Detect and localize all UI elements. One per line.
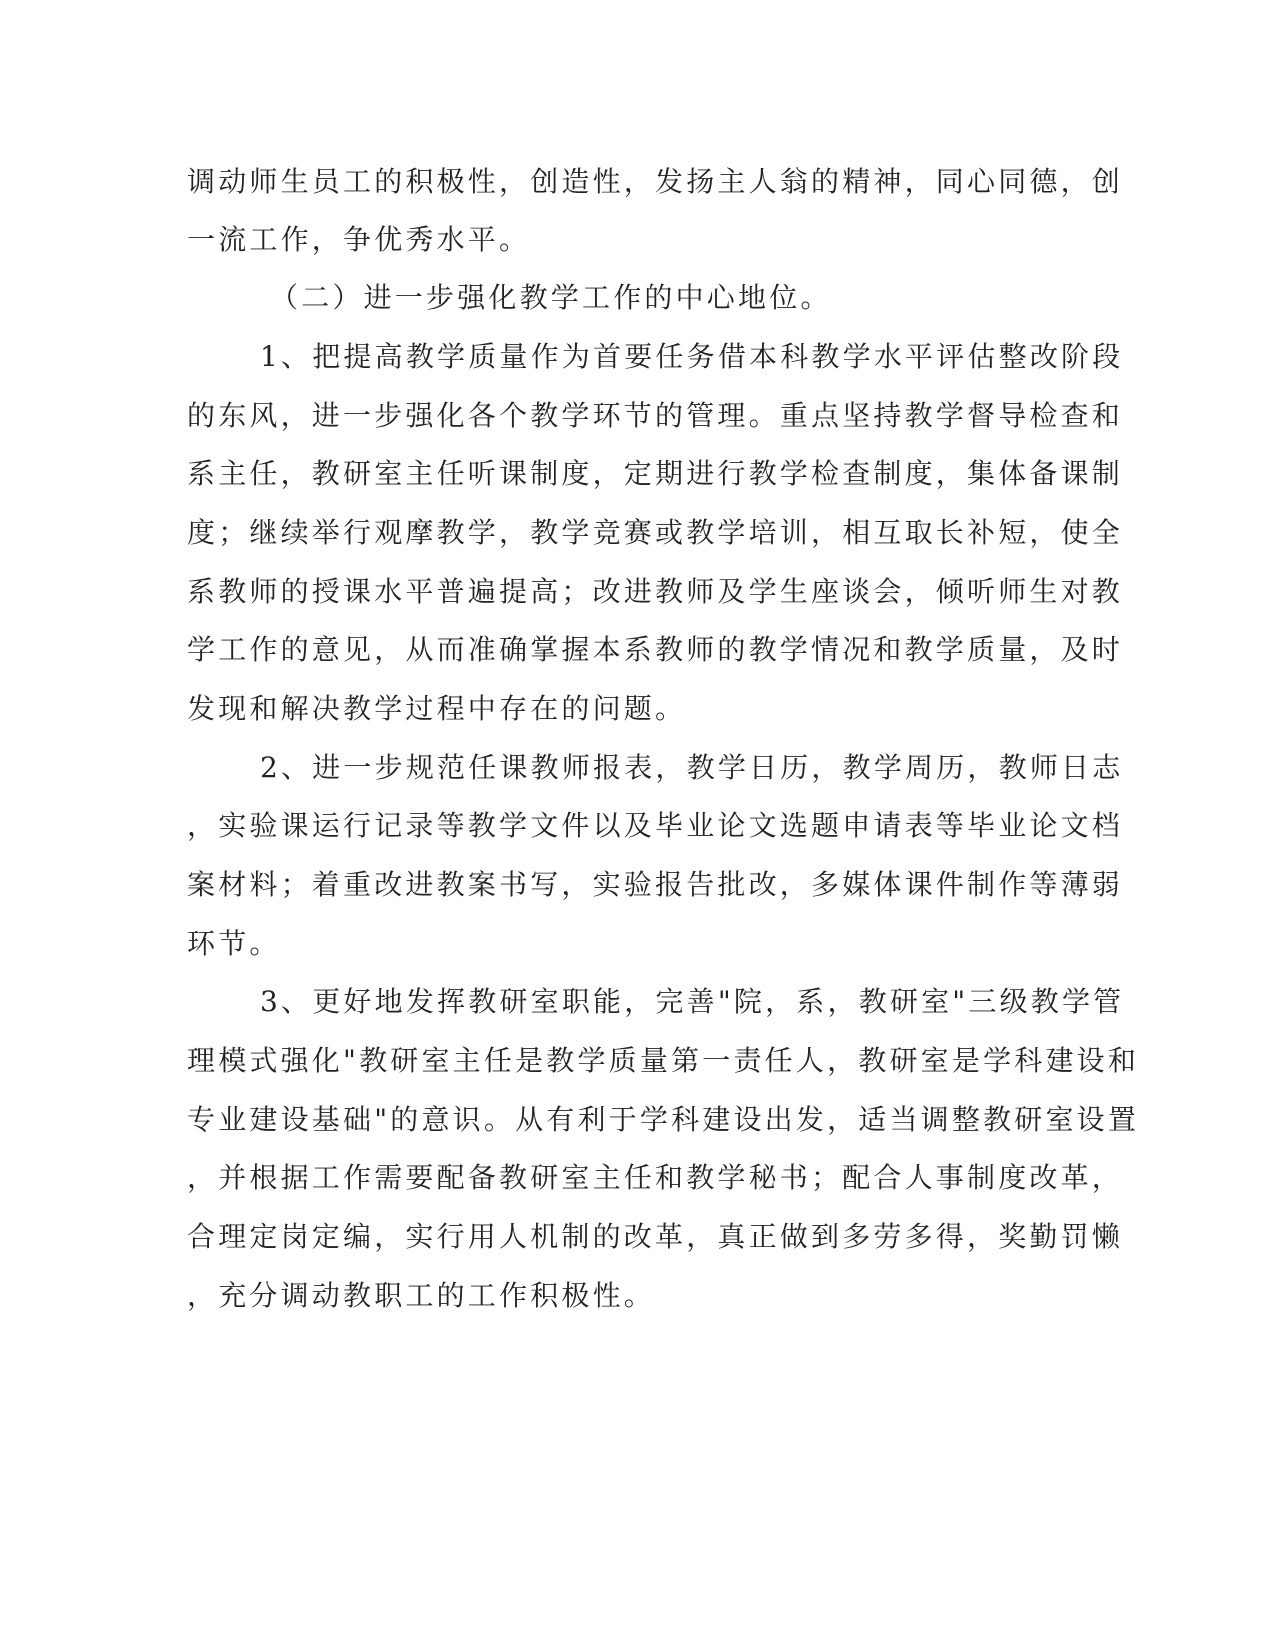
paragraph-1-start: 1、把提高教学质量作为首要任务借本科教学水平评估整改阶段	[260, 340, 1124, 373]
text-line: 系教师的授课水平普遍提高；改进教师及学生座谈会，倾听师生对教	[187, 575, 1124, 608]
text-line: 理模式强化"教研室主任是教学质量第一责任人，教研室是学科建设和	[187, 1044, 1140, 1077]
text-line: 环节。	[187, 927, 281, 960]
text-line: 案材料；着重改进教案书写，实验报告批改，多媒体课件制作等薄弱	[187, 868, 1124, 901]
text-line: 一流工作，争优秀水平。	[187, 223, 531, 256]
text-line: 合理定岗定编，实行用人机制的改革，真正做到多劳多得，奖勤罚懒	[187, 1220, 1124, 1253]
text-line: ，并根据工作需要配备教研室主任和教学秘书；配合人事制度改革，	[187, 1161, 1124, 1194]
text-line: 系主任，教研室主任听课制度，定期进行教学检查制度，集体备课制	[187, 457, 1124, 490]
text-line: 发现和解决教学过程中存在的问题。	[187, 692, 687, 725]
text-line: 的东风，进一步强化各个教学环节的管理。重点坚持教学督导检查和	[187, 399, 1124, 432]
text-line: 学工作的意见，从而准确掌握本系教师的教学情况和教学质量，及时	[187, 633, 1124, 666]
text-line: 调动师生员工的积极性，创造性，发扬主人翁的精神，同心同德，创	[187, 165, 1124, 198]
text-line: ，充分调动教职工的工作积极性。	[187, 1279, 656, 1312]
text-line: 专业建设基础"的意识。从有利于学科建设出发，适当调整教研室设置	[187, 1103, 1140, 1136]
paragraph-2-start: 2、进一步规范任课教师报表，教学日历，教学周历，教师日志	[260, 751, 1124, 784]
paragraph-3-start: 3、更好地发挥教研室职能，完善"院，系，教研室"三级教学管	[260, 985, 1125, 1018]
text-line: ，实验课运行记录等教学文件以及毕业论文选题申请表等毕业论文档	[187, 809, 1124, 842]
section-heading: （二）进一步强化教学工作的中心地位。	[270, 281, 832, 314]
text-line: 度；继续举行观摩教学，教学竞赛或教学培训，相互取长补短，使全	[187, 516, 1124, 549]
